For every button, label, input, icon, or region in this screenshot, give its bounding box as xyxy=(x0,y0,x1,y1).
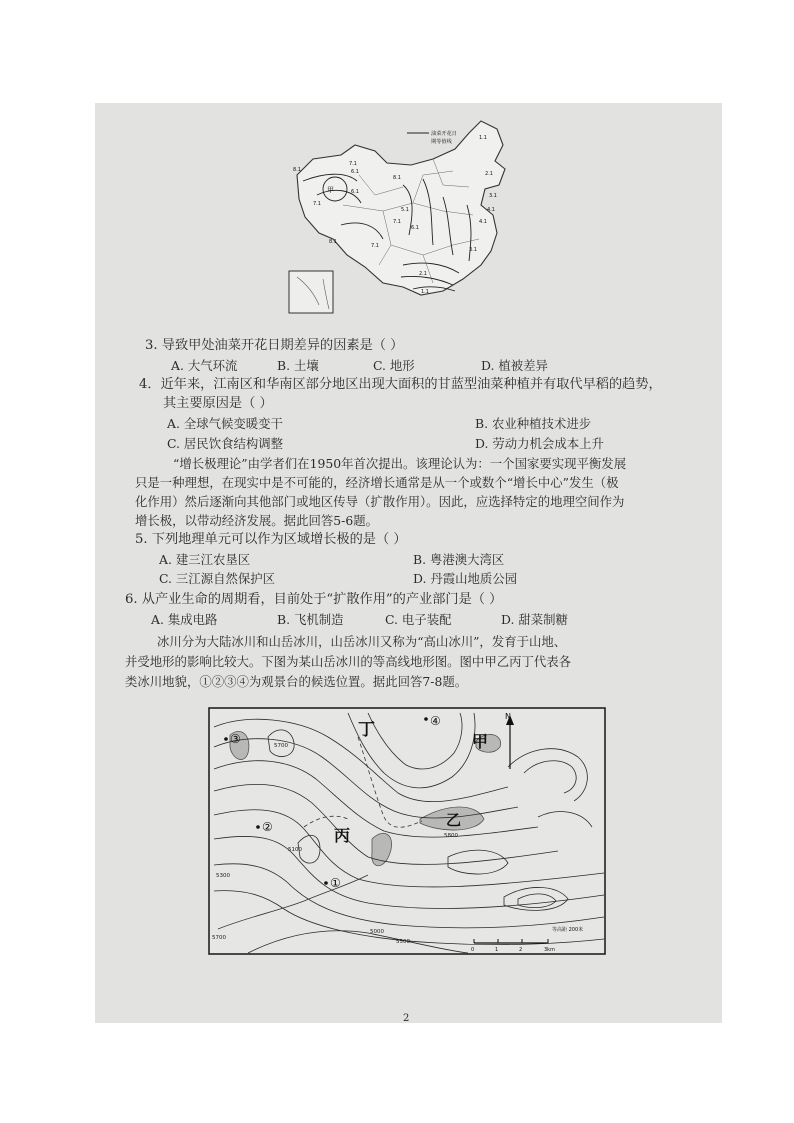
exam-page xyxy=(95,103,722,1023)
contour-interval: 等高距 200米 xyxy=(552,927,584,933)
svg-text:5.1: 5.1 xyxy=(401,207,409,213)
svg-text:5300: 5300 xyxy=(216,873,230,879)
q3-option-d: D. 植被差异 xyxy=(481,358,548,373)
svg-text:6.1: 6.1 xyxy=(411,225,419,231)
passage-7-8-line1: 冰川分为大陆冰川和山岳冰川，山岳冰川又称为“高山冰川”，发育于山地、 xyxy=(157,634,567,649)
q5-option-d: D. 丹霞山地质公园 xyxy=(413,571,518,586)
svg-text:3km: 3km xyxy=(544,947,555,953)
q4-option-a: A. 全球气候变暖变干 xyxy=(167,416,283,431)
passage-7-8-line2: 并受地形的影响比较大。下图为某山岳冰川的等高线地形图。图中甲乙丙丁代表各 xyxy=(125,654,572,669)
map-legend-line1: 油菜开花日 xyxy=(431,131,457,137)
map-legend-line2: 期等值线 xyxy=(431,139,452,145)
svg-text:2: 2 xyxy=(519,947,523,953)
q6-option-c: C. 电子装配 xyxy=(385,612,452,627)
q4-option-c: C. 居民饮食结构调整 xyxy=(167,436,284,451)
china-rapeseed-map xyxy=(283,115,523,315)
q6-stem: 6. 从产业生命的周期看，目前处于“扩散作用”的产业部门是（ ） xyxy=(125,592,503,607)
q5-option-c: C. 三江源自然保护区 xyxy=(159,571,276,586)
page-number: 2 xyxy=(403,1013,410,1023)
marker-jia: 甲 xyxy=(327,186,334,194)
south-sea-inset xyxy=(289,271,333,313)
svg-text:1: 1 xyxy=(495,947,499,953)
svg-text:3.1: 3.1 xyxy=(469,247,477,253)
svg-text:3.1: 3.1 xyxy=(489,193,497,199)
svg-text:8.1: 8.1 xyxy=(329,239,337,245)
site-3: ③ xyxy=(230,732,241,746)
q5-option-b: B. 粤港澳大湾区 xyxy=(413,552,505,567)
q5-stem: 5. 下列地理单元可以作为区域增长极的是（ ） xyxy=(135,532,407,547)
q6-option-d: D. 甜菜制糖 xyxy=(501,612,568,627)
label-ding: 丁 xyxy=(358,720,375,740)
q6-option-a: A. 集成电路 xyxy=(151,612,218,627)
passage-5-6-line2: 只是一种理想，在现实中是不可能的，经济增长通常是从一个或数个“增长中心”发生（极 xyxy=(135,475,619,490)
svg-text:5100: 5100 xyxy=(288,847,302,853)
svg-text:5700: 5700 xyxy=(212,935,226,941)
passage-7-8-line3: 类冰川地貌，①②③④为观景台的候选位置。据此回答7-8题。 xyxy=(125,674,468,689)
svg-text:5800: 5800 xyxy=(444,833,458,839)
site-1: ① xyxy=(330,876,341,890)
svg-text:1.1: 1.1 xyxy=(479,135,487,141)
q5-option-a: A. 建三江农垦区 xyxy=(159,552,251,567)
site-4: ④ xyxy=(430,714,441,728)
q3-option-a: A. 大气环流 xyxy=(171,358,238,373)
svg-text:7.1: 7.1 xyxy=(313,201,321,207)
svg-text:8.1: 8.1 xyxy=(393,175,401,181)
svg-text:8.1: 8.1 xyxy=(293,167,301,173)
svg-text:7.1: 7.1 xyxy=(393,219,401,225)
site-2: ② xyxy=(262,820,273,834)
q4-option-d: D. 劳动力机会成本上升 xyxy=(475,436,604,451)
svg-text:7.1: 7.1 xyxy=(349,161,357,167)
svg-text:1.1: 1.1 xyxy=(421,289,429,295)
q4-option-b: B. 农业种植技术进步 xyxy=(475,416,592,431)
q3-option-c: C. 地形 xyxy=(373,358,415,373)
svg-text:5700: 5700 xyxy=(274,743,288,749)
q3-option-b: B. 土壤 xyxy=(277,358,319,373)
svg-text:0: 0 xyxy=(471,947,475,953)
q4-stem-line1: 4．近年来，江南区和华南区部分地区出现大面积的甘蓝型油菜种植并有取代早稻的趋势， xyxy=(139,377,662,392)
label-jia: 甲 xyxy=(472,732,489,751)
svg-text:2.1: 2.1 xyxy=(485,171,493,177)
svg-text:2.1: 2.1 xyxy=(419,271,427,277)
north-label: N xyxy=(505,712,511,721)
label-yi: 乙 xyxy=(446,811,462,829)
svg-text:4.1: 4.1 xyxy=(479,219,487,225)
svg-text:5500: 5500 xyxy=(396,939,410,945)
svg-text:7.1: 7.1 xyxy=(371,243,379,249)
q6-option-b: B. 飞机制造 xyxy=(277,612,344,627)
glacier-contour-map xyxy=(208,707,606,955)
passage-5-6-line1: “增长极理论”由学者们在1950年首次提出。该理论认为：一个国家要实现平衡发展 xyxy=(173,456,627,471)
svg-text:6.1: 6.1 xyxy=(351,189,359,195)
q4-stem-line2: 其主要原因是（ ） xyxy=(163,396,273,411)
q3-stem: 3. 导致甲处油菜开花日期差异的因素是（ ） xyxy=(145,338,404,353)
svg-text:6.1: 6.1 xyxy=(351,169,359,175)
passage-5-6-line4: 增长极，以带动经济发展。据此回答5-6题。 xyxy=(135,513,378,528)
svg-text:5000: 5000 xyxy=(370,929,384,935)
label-bing: 丙 xyxy=(334,826,351,845)
passage-5-6-line3: 化作用）然后逐渐向其他部门或地区传导（扩散作用）。因此，应选择特定的地理空间作为 xyxy=(135,494,625,509)
svg-text:4.1: 4.1 xyxy=(487,207,495,213)
